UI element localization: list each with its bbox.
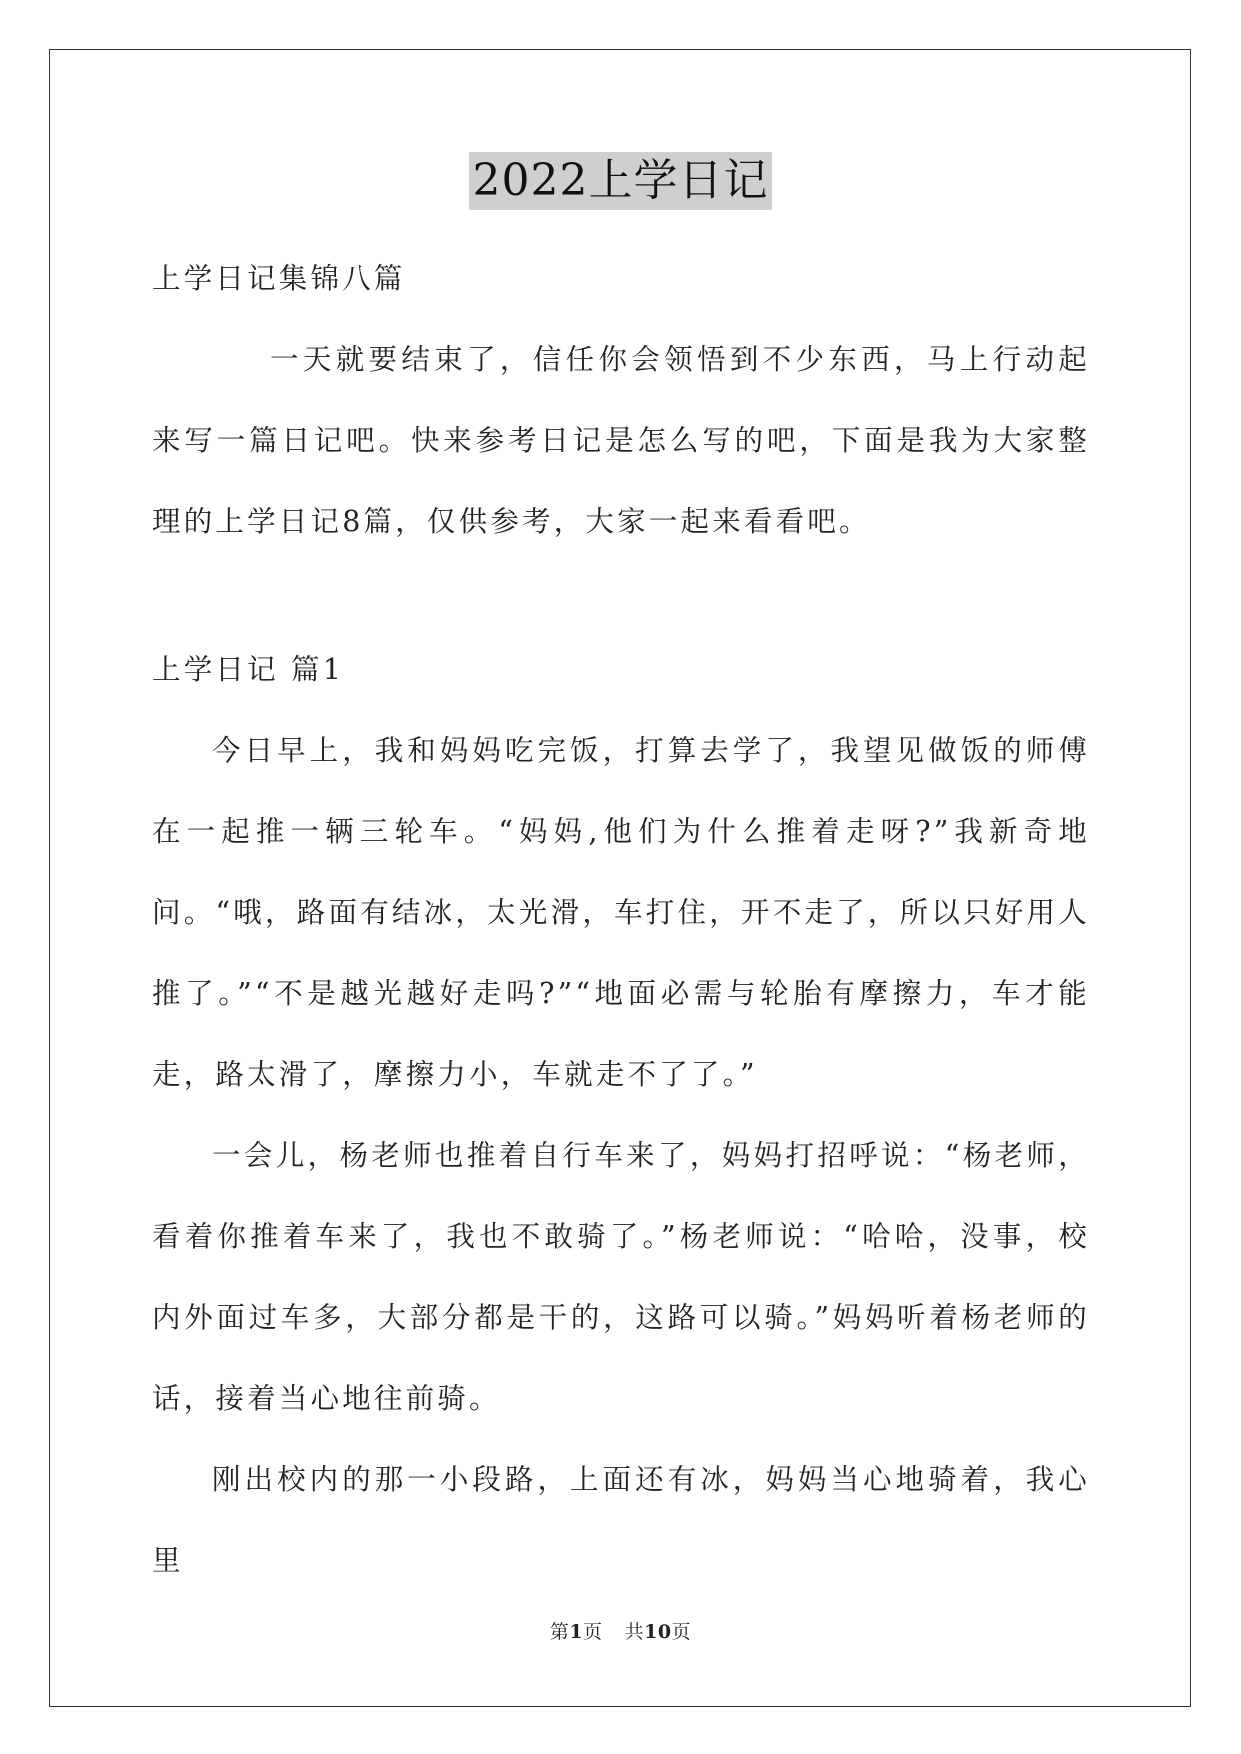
page-number: 1: [569, 1621, 584, 1643]
section-heading: 上学日记 篇1: [152, 653, 345, 686]
section-spacer: [152, 562, 1090, 629]
document-title-text: 2022上学日记: [469, 152, 773, 210]
body-paragraph-2: 一会儿，杨老师也推着自行车来了，妈妈打招呼说：“杨老师，看着你推着车来了，我也不敢骑了。”杨老师说：“哈哈，没事，校内外面过车多，大部分都是干的，这路可以骑。”妈妈听着杨老师的话，接着当心地往前骑。: [152, 1139, 1090, 1415]
body-paragraph-1: 今日早上，我和妈妈吃完饭，打算去学了，我望见做饭的师傅在一起推一辆三轮车。“妈妈,他们为什么推着走呀?”我新奇地问。“哦，路面有结冰，太光滑，车打住，开不走了，所以只好用人推了。”“不是越光越好走吗?”“地面必需与轮胎有摩擦力，车才能走，路太滑了，摩擦力小，车就走不了了。”: [152, 734, 1090, 1091]
page-footer: [0, 1617, 1241, 1644]
total-suffix: 页: [671, 1621, 692, 1643]
document-subtitle: 上学日记集锦八篇: [152, 262, 406, 295]
page-prefix: 第: [549, 1621, 570, 1643]
total-pages: 10: [644, 1621, 672, 1643]
document-body: [152, 238, 1090, 1601]
page-suffix: 页: [583, 1621, 603, 1643]
body-paragraph-3: 刚出校内的那一小段路，上面还有冰，妈妈当心地骑着，我心里: [152, 1463, 1090, 1577]
total-prefix: 共: [624, 1621, 645, 1643]
document-title: [0, 152, 1241, 210]
intro-paragraph: 一天就要结束了，信任你会领悟到不少东西，马上行动起来写一篇日记吧。快来参考日记是怎么写的吧，下面是我为大家整理的上学日记8篇，仅供参考，大家一起来看看吧。: [152, 343, 1090, 538]
